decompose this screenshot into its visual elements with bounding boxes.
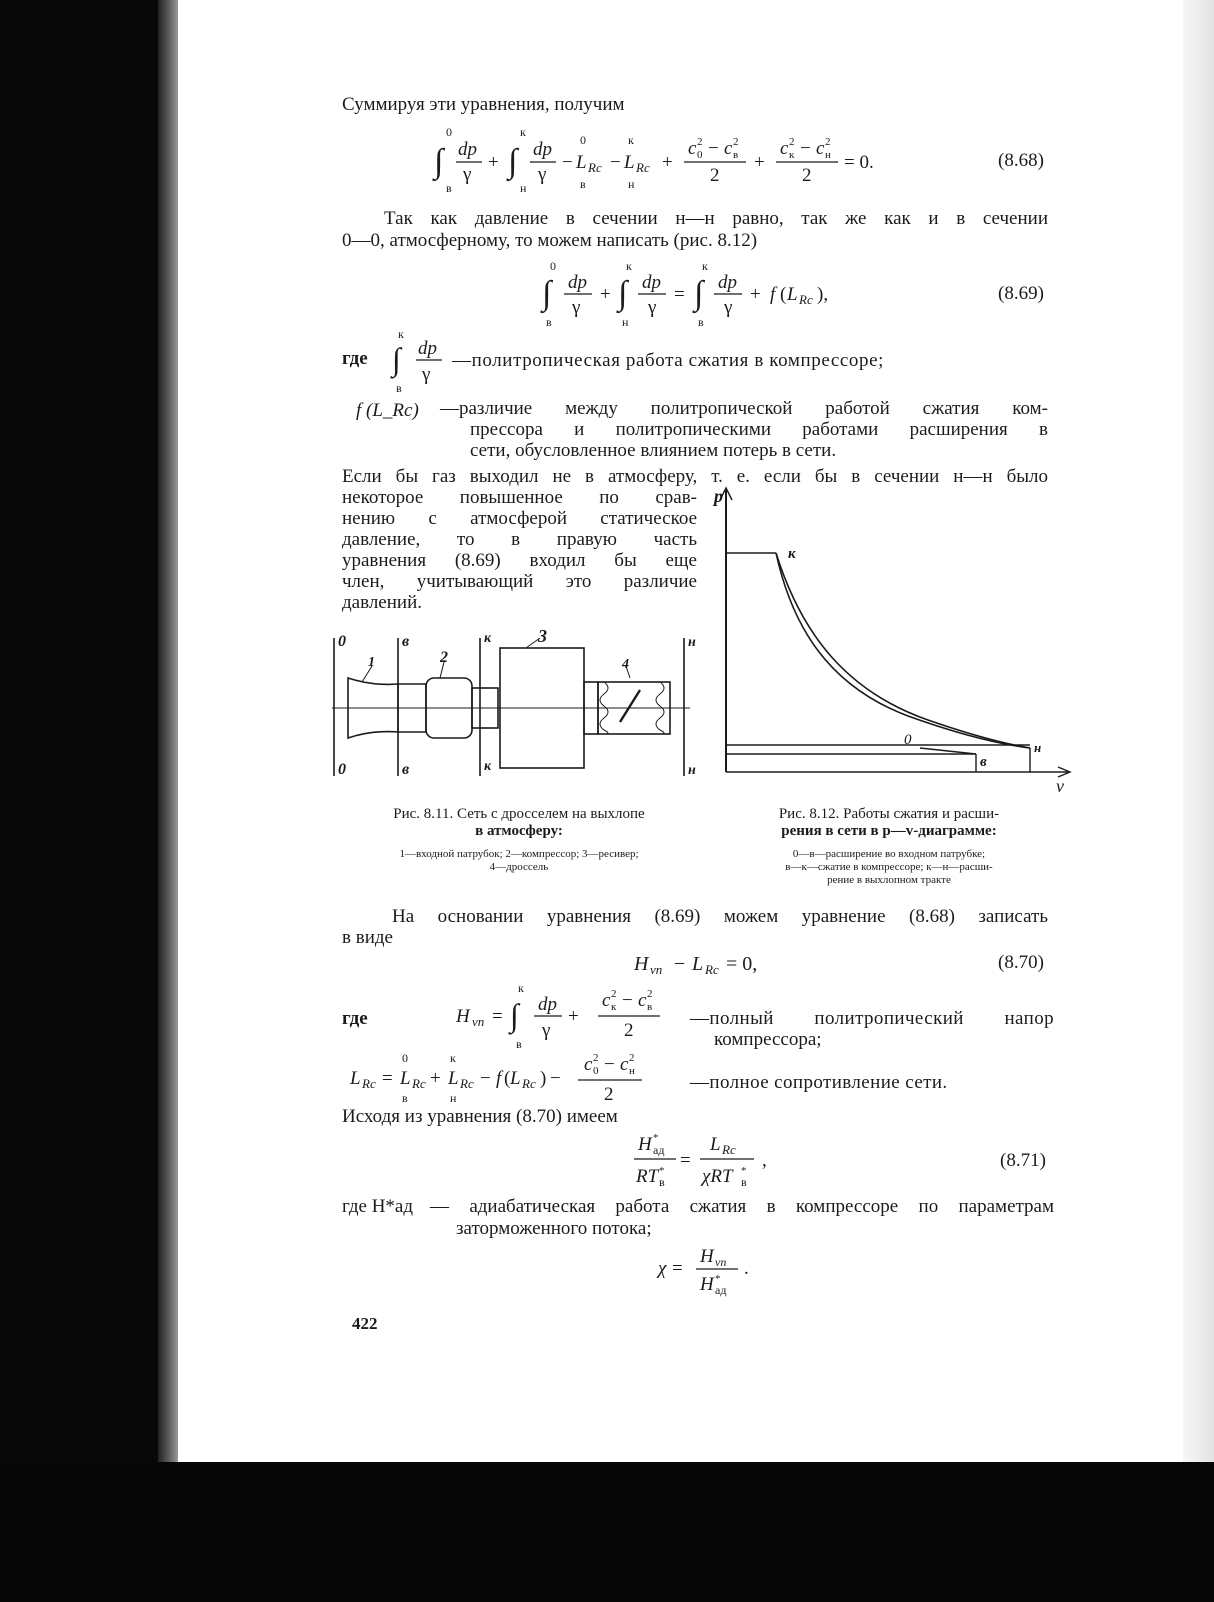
svg-text:к: к xyxy=(789,149,795,161)
svg-text:=: = xyxy=(382,1068,393,1089)
fig-8-11-label-inlet: 1 xyxy=(368,655,375,670)
fig-8-11-section-v-top: в xyxy=(402,633,410,650)
svg-text:2: 2 xyxy=(697,136,703,148)
svg-text:L: L xyxy=(624,152,635,173)
svg-text:+: + xyxy=(754,152,765,173)
scan-right-border xyxy=(1182,0,1214,1470)
svg-text:Rc: Rc xyxy=(362,1076,376,1091)
paragraph-1-line-1: Так как давление в сечении н—н равно, так же как и в сечении xyxy=(384,208,1048,229)
fig-8-11-label-throttle: 4 xyxy=(622,657,629,672)
svg-text:*: * xyxy=(653,1132,659,1144)
figure-8-12-caption-line-1: Рис. 8.12. Работы сжатия и расши- xyxy=(778,806,1000,822)
svg-text:Rc: Rc xyxy=(799,292,813,307)
svg-text:в: в xyxy=(647,1001,653,1013)
svg-text:н: н xyxy=(520,181,527,195)
svg-text:L: L xyxy=(787,284,798,305)
fig-8-11-section-v-bottom: в xyxy=(402,761,410,778)
svg-text:∫: ∫ xyxy=(508,143,518,180)
paragraph-3-line-1: На основании уравнения (8.69) можем уравнение (8.68) записать xyxy=(392,906,1048,927)
svg-text:ад: ад xyxy=(653,1143,665,1157)
svg-text:0: 0 xyxy=(402,1051,408,1065)
svg-text:Rc: Rc xyxy=(522,1076,536,1091)
svg-text:н: н xyxy=(622,315,629,329)
svg-text:0: 0 xyxy=(550,259,556,273)
svg-text:ад: ад xyxy=(715,1283,727,1297)
svg-text:Rc: Rc xyxy=(412,1076,426,1091)
polytropic-work-definition: —политропическая работа сжатия в компрессоре; xyxy=(452,350,885,371)
fig-8-11-section-k-bottom: к xyxy=(484,759,492,774)
where-label-2: где xyxy=(342,1008,368,1029)
svg-text:2: 2 xyxy=(604,1084,614,1105)
svg-text:c: c xyxy=(816,138,825,159)
figure-8-12-legend-line-1: 0—в—расширение во входном патрубке; xyxy=(792,848,986,860)
svg-text:H: H xyxy=(700,1246,714,1267)
svg-text:*: * xyxy=(715,1273,721,1285)
figure-8-12-pv-diagram xyxy=(708,486,1088,796)
svg-text:−: − xyxy=(562,152,573,173)
svg-text:в: в xyxy=(659,1175,665,1189)
svg-text:c: c xyxy=(688,138,697,159)
svg-text:RT: RT xyxy=(636,1166,659,1187)
figure-8-12-legend-line-3: рение в выхлопном тракте xyxy=(827,874,951,886)
equation-number-8-71: (8.71) xyxy=(1000,1150,1046,1171)
svg-text:0: 0 xyxy=(446,125,452,139)
svg-text:н: н xyxy=(825,149,831,161)
svg-text:vп: vп xyxy=(650,962,663,977)
svg-text:2: 2 xyxy=(710,165,720,186)
hvp-formula xyxy=(452,982,692,1052)
svg-text:к: к xyxy=(626,259,632,273)
svg-text:L: L xyxy=(400,1068,411,1089)
paragraph-2-line-2: некоторое повышенное по срав- xyxy=(342,487,697,508)
fig-8-12-point-n: н xyxy=(1034,740,1042,755)
svg-text:к: к xyxy=(450,1051,456,1065)
figure-8-11-legend-line-2: 4—дроссель xyxy=(489,861,549,873)
svg-text:=: = xyxy=(674,284,685,305)
svg-text:): ) xyxy=(540,1068,547,1089)
equation-8-68 xyxy=(430,125,970,198)
svg-text:γ: γ xyxy=(572,297,581,318)
equation-number-8-68: (8.68) xyxy=(998,150,1044,171)
svg-text:−: − xyxy=(480,1068,491,1089)
figure-8-12-caption-line-2: рения в сети в p—v-диаграмме: xyxy=(781,823,997,839)
fig-8-11-section-n-bottom: н xyxy=(688,763,696,778)
had-definition-line-1: — адиабатическая работа сжатия в компрессоре по параметрам xyxy=(430,1196,1054,1217)
svg-text:c: c xyxy=(584,1054,593,1075)
svg-text:*: * xyxy=(741,1165,747,1177)
svg-text:∫: ∫ xyxy=(392,341,401,377)
had-definition-line-2: заторможенного потока; xyxy=(456,1218,652,1239)
svg-text:−: − xyxy=(550,1068,561,1089)
equation-8-70 xyxy=(630,946,820,980)
svg-text:c: c xyxy=(602,990,611,1011)
svg-text:H: H xyxy=(456,1006,470,1027)
svg-text:∫: ∫ xyxy=(510,997,519,1033)
paragraph-2-line-7: давлений. xyxy=(342,592,422,613)
svg-text:L: L xyxy=(692,953,704,975)
svg-text:в: в xyxy=(698,315,704,329)
svg-text:L: L xyxy=(510,1068,521,1089)
paragraph-2-line-5: уравнения (8.69) входил бы еще xyxy=(342,550,697,571)
figure-8-11-network-schematic xyxy=(328,626,708,786)
svg-text:vп: vп xyxy=(472,1014,485,1029)
svg-text:L: L xyxy=(350,1068,361,1089)
svg-text:2: 2 xyxy=(624,1020,634,1041)
polytropic-integral xyxy=(390,327,450,396)
svg-text:в: в xyxy=(733,149,739,161)
svg-text:2: 2 xyxy=(629,1052,635,1064)
fig-8-11-label-compressor: 2 xyxy=(440,649,448,666)
svg-text:γ: γ xyxy=(422,364,431,385)
hvp-definition-line-2: компрессора; xyxy=(714,1029,822,1050)
paragraph-2-line-4: давление, то в правую часть xyxy=(342,529,697,550)
svg-text:∫: ∫ xyxy=(542,275,552,312)
fig-8-11-section-n-top: н xyxy=(688,635,696,650)
svg-text:vп: vп xyxy=(715,1255,727,1269)
svg-text:−: − xyxy=(800,138,811,159)
svg-text:к: к xyxy=(611,1001,617,1013)
page-number: 422 xyxy=(352,1314,378,1333)
svg-text:∫: ∫ xyxy=(618,275,628,312)
figure-8-11-caption-line-1: Рис. 8.11. Сеть с дросселем на выхлопе xyxy=(393,806,645,822)
svg-text:Rc: Rc xyxy=(705,962,719,977)
fig-8-12-point-k: к xyxy=(788,546,796,562)
svg-text:∫: ∫ xyxy=(694,275,704,312)
svg-text:L: L xyxy=(710,1134,721,1155)
svg-text:к: к xyxy=(398,327,404,341)
figure-8-11-caption xyxy=(338,806,700,840)
svg-text:к: к xyxy=(702,259,708,273)
svg-text:н: н xyxy=(628,177,635,191)
paragraph-3-line-2: в виде xyxy=(342,927,393,948)
svg-text:dp: dp xyxy=(538,994,557,1015)
svg-text:к: к xyxy=(520,125,526,139)
svg-text:к: к xyxy=(518,981,524,995)
svg-text:2: 2 xyxy=(825,136,831,148)
svg-text:0: 0 xyxy=(580,133,586,147)
figure-8-12-legend xyxy=(730,848,1048,887)
svg-text:−: − xyxy=(610,152,621,173)
svg-text:.: . xyxy=(744,1258,749,1279)
svg-text:в: в xyxy=(741,1175,747,1189)
svg-text:в: в xyxy=(516,1037,522,1051)
svg-text:H: H xyxy=(634,953,649,975)
svg-text:в: в xyxy=(396,381,402,395)
svg-text:(: ( xyxy=(780,284,787,305)
fig-8-11-label-receiver: 3 xyxy=(538,626,547,646)
svg-text:+: + xyxy=(430,1068,441,1089)
svg-text:−: − xyxy=(708,138,719,159)
svg-text:dp: dp xyxy=(568,272,587,293)
svg-text:dp: dp xyxy=(458,139,477,160)
equation-number-8-70: (8.70) xyxy=(998,952,1044,973)
lrc-formula xyxy=(346,1052,686,1108)
paragraph-2-line-1: Если бы газ выходил не в атмосферу, т. е. если бы в сечении н—н было xyxy=(342,466,1048,487)
svg-text:+: + xyxy=(662,152,673,173)
svg-text:),: ), xyxy=(817,284,829,305)
svg-text:f: f xyxy=(770,284,776,305)
paragraph-1-line-2: 0—0, атмосферному, то можем написать (рис. 8.12) xyxy=(342,230,758,251)
svg-text:в: в xyxy=(402,1091,408,1105)
svg-text:0: 0 xyxy=(593,1065,599,1077)
svg-text:χRT: χRT xyxy=(702,1166,733,1187)
svg-text:dp: dp xyxy=(642,272,661,293)
svg-text:γ: γ xyxy=(542,1020,551,1041)
svg-text:∫: ∫ xyxy=(434,143,444,180)
svg-text:−: − xyxy=(604,1054,615,1075)
svg-text:+: + xyxy=(600,284,611,305)
where-label-1: где xyxy=(342,348,368,369)
svg-text:γ: γ xyxy=(463,164,472,185)
svg-text:−: − xyxy=(622,990,633,1011)
svg-text:−: − xyxy=(674,953,686,975)
svg-text:2: 2 xyxy=(802,165,812,186)
svg-text:= 0.: = 0. xyxy=(844,152,874,173)
figure-8-11-legend xyxy=(338,848,700,874)
svg-text:в: в xyxy=(446,181,452,195)
svg-text:2: 2 xyxy=(611,988,617,1000)
figure-8-11-caption-line-2: в атмосферу: xyxy=(475,823,563,839)
svg-text:L: L xyxy=(448,1068,459,1089)
svg-text:н: н xyxy=(450,1091,457,1105)
paragraph-2-line-6: член, учитывающий это различие xyxy=(342,571,697,592)
svg-text:L: L xyxy=(576,152,587,173)
svg-text:(: ( xyxy=(504,1068,511,1089)
hvp-definition-line-1: —полный политропический напор xyxy=(690,1008,1054,1029)
svg-text:χ: χ xyxy=(658,1258,667,1279)
paragraph-4: Исходя из уравнения (8.70) имеем xyxy=(342,1106,618,1127)
f-lrc-symbol: f (L_Rc) xyxy=(356,400,419,421)
svg-text:в: в xyxy=(546,315,552,329)
scan-left-border xyxy=(0,0,160,1470)
svg-text:γ: γ xyxy=(648,297,657,318)
intro-line: Суммируя эти уравнения, получим xyxy=(342,94,625,115)
fig-8-11-section-0-bottom: 0 xyxy=(338,761,346,778)
f-lrc-definition-line-1: —различие между политропической работой сжатия ком- xyxy=(440,398,1048,419)
svg-text:H: H xyxy=(638,1134,652,1155)
svg-text:Rc: Rc xyxy=(588,160,602,175)
fig-8-12-axis-v: v xyxy=(1056,776,1064,796)
svg-text:c: c xyxy=(620,1054,629,1075)
lrc-definition: —полное сопротивление сети. xyxy=(690,1072,948,1093)
svg-text:Rc: Rc xyxy=(636,160,650,175)
svg-text:=: = xyxy=(492,1006,503,1027)
svg-text:dp: dp xyxy=(418,338,437,359)
fig-8-11-section-0-top: 0 xyxy=(338,633,346,650)
equation-8-71 xyxy=(630,1128,790,1190)
figure-8-12-legend-line-2: в—к—сжатие в компрессоре; к—н—расши- xyxy=(785,861,993,873)
svg-text:2: 2 xyxy=(733,136,739,148)
svg-text:dp: dp xyxy=(533,139,552,160)
svg-text:Rc: Rc xyxy=(460,1076,474,1091)
svg-text:c: c xyxy=(780,138,789,159)
svg-text:=: = xyxy=(672,1258,683,1279)
svg-text:γ: γ xyxy=(724,297,733,318)
svg-text:c: c xyxy=(638,990,647,1011)
fig-8-12-point-v: в xyxy=(980,754,987,770)
svg-text:=: = xyxy=(680,1150,691,1171)
svg-text:2: 2 xyxy=(789,136,795,148)
svg-text:2: 2 xyxy=(647,988,653,1000)
f-lrc-definition-line-2: прессора и политропическими работами расширения в xyxy=(470,419,1048,440)
svg-text:Rc: Rc xyxy=(722,1142,736,1157)
scan-bottom-border xyxy=(0,1462,1214,1602)
svg-text:2: 2 xyxy=(593,1052,599,1064)
svg-text:H: H xyxy=(700,1274,714,1295)
had-symbol: где H*ад xyxy=(342,1196,414,1217)
svg-text:+: + xyxy=(488,152,499,173)
figure-8-12-caption xyxy=(730,806,1048,840)
svg-text:,: , xyxy=(762,1150,767,1171)
fig-8-12-point-0: 0 xyxy=(904,732,912,748)
svg-text:γ: γ xyxy=(538,164,547,185)
chi-formula xyxy=(654,1240,764,1300)
svg-text:н: н xyxy=(629,1065,635,1077)
svg-text:к: к xyxy=(628,133,634,147)
svg-text:*: * xyxy=(659,1165,665,1177)
svg-text:в: в xyxy=(580,177,586,191)
svg-text:= 0,: = 0, xyxy=(726,953,758,975)
svg-text:+: + xyxy=(750,284,761,305)
svg-text:f: f xyxy=(496,1068,502,1089)
fig-8-11-section-k-top: к xyxy=(484,631,492,646)
paragraph-2-line-3: нению с атмосферой статическое xyxy=(342,508,697,529)
equation-8-69 xyxy=(538,259,878,330)
svg-text:c: c xyxy=(724,138,733,159)
svg-text:0: 0 xyxy=(697,149,703,161)
figure-8-11-legend-line-1: 1—входной патрубок; 2—компрессор; 3—ресивер; xyxy=(399,848,639,860)
fig-8-12-axis-p: p xyxy=(714,486,723,506)
equation-number-8-69: (8.69) xyxy=(998,283,1044,304)
f-lrc-definition-line-3: сети, обусловленное влиянием потерь в сети. xyxy=(470,440,837,461)
svg-text:dp: dp xyxy=(718,272,737,293)
svg-text:+: + xyxy=(568,1006,579,1027)
